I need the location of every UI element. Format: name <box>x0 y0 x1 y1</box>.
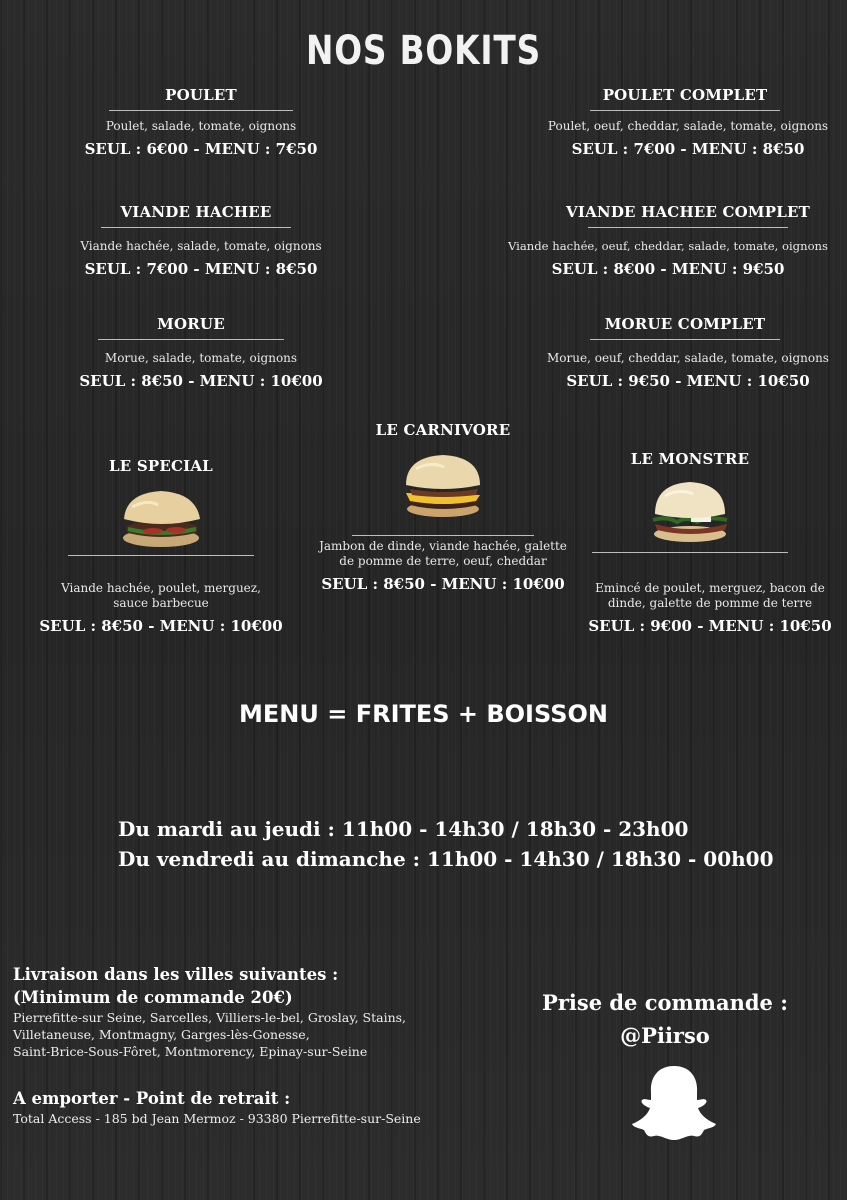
menu-item-le-special <box>40 457 282 556</box>
item-price: SEUL : 7€00 - MENU : 8€50 <box>571 140 805 158</box>
hours-line-1: Du mardi au jeudi : 11h00 - 14h30 / 18h30 - 23h00 <box>118 817 689 841</box>
menu-item-poulet-complet <box>575 86 795 111</box>
delivery-minimum: (Minimum de commande 20€) <box>13 988 293 1007</box>
item-price: SEUL : 8€00 - MENU : 9€50 <box>551 260 785 278</box>
burger-image <box>400 451 486 521</box>
page-title: NOS BOKITS <box>305 28 542 74</box>
pickup-info <box>13 1088 533 1127</box>
item-name: MORUE <box>157 315 225 333</box>
menu-item-morue-complet-details <box>530 351 846 390</box>
divider <box>98 339 284 340</box>
snapchat-ghost-icon[interactable] <box>626 1062 722 1144</box>
menu-item-poulet <box>99 86 303 111</box>
item-name: VIANDE HACHEE COMPLET <box>566 203 810 221</box>
item-description-line1: Jambon de dinde, viande hachée, galette <box>319 539 567 553</box>
order-label: Prise de commande : <box>542 990 788 1015</box>
item-description: Viande hachée, salade, tomate, oignons <box>80 239 322 253</box>
menu-item-viande-hachee-complet-details <box>490 239 846 278</box>
item-description: Morue, oeuf, cheddar, salade, tomate, oignons <box>547 351 829 365</box>
order-handle[interactable]: @Piirso <box>620 1023 710 1048</box>
menu-item-morue-details <box>40 351 362 390</box>
delivery-cities-line3: Saint-Brice-Sous-Fôret, Montmorency, Epinay-sur-Seine <box>13 1044 368 1059</box>
menu-tagline: MENU = FRITES + BOISSON <box>239 700 608 728</box>
menu-item-le-carnivore-details <box>292 539 594 593</box>
pickup-heading: A emporter - Point de retrait : <box>13 1089 291 1108</box>
burger-image <box>647 478 733 546</box>
item-price: SEUL : 6€00 - MENU : 7€50 <box>84 140 318 158</box>
item-name: VIANDE HACHEE <box>120 203 272 221</box>
hours-line-2: Du vendredi au dimanche : 11h00 - 14h30 / 18h30 - 00h00 <box>118 847 774 871</box>
pickup-address: Total Access - 185 bd Jean Mermoz - 93380 Pierrefitte-sur-Seine <box>13 1111 421 1126</box>
divider <box>592 552 788 553</box>
menu-item-morue <box>96 315 286 340</box>
item-name: POULET <box>165 86 237 104</box>
menu-item-le-monstre-details <box>580 581 840 635</box>
menu-item-poulet-complet-details <box>530 119 846 158</box>
item-price: SEUL : 9€50 - MENU : 10€50 <box>566 372 810 390</box>
divider <box>352 535 534 536</box>
menu-item-le-carnivore <box>302 421 584 536</box>
item-name: MORUE COMPLET <box>604 315 766 333</box>
item-price: SEUL : 8€50 - MENU : 10€00 <box>39 617 283 635</box>
divider <box>588 227 788 228</box>
menu-item-poulet-details <box>40 119 362 158</box>
item-description-line2: de pomme de terre, oeuf, cheddar <box>339 554 547 568</box>
menu-item-le-monstre <box>580 450 800 553</box>
item-name: LE SPECIAL <box>109 457 213 475</box>
item-description-line2: sauce barbecue <box>113 596 209 610</box>
item-price: SEUL : 8€50 - MENU : 10€00 <box>79 372 323 390</box>
delivery-heading: Livraison dans les villes suivantes : <box>13 965 339 984</box>
item-description: Viande hachée, oeuf, cheddar, salade, tomate, oignons <box>508 239 828 253</box>
item-description: Poulet, salade, tomate, oignons <box>105 119 297 133</box>
menu-item-viande-hachee <box>93 203 299 228</box>
menu-item-viande-hachee-complet <box>530 203 846 228</box>
order-info <box>515 986 815 1052</box>
item-description-line1: Viande hachée, poulet, merguez, <box>61 581 261 595</box>
item-name: LE CARNIVORE <box>375 421 511 439</box>
item-name: LE MONSTRE <box>630 450 750 468</box>
divider <box>109 110 293 111</box>
delivery-cities-line1: Pierrefitte-sur Seine, Sarcelles, Villiers-le-bel, Groslay, Stains, <box>13 1010 407 1025</box>
item-name: POULET COMPLET <box>602 86 768 104</box>
item-description: Poulet, oeuf, cheddar, salade, tomate, oignons <box>547 119 829 133</box>
divider <box>590 339 780 340</box>
burger-image <box>118 483 204 551</box>
opening-hours <box>118 814 774 874</box>
item-description: Morue, salade, tomate, oignons <box>104 351 298 365</box>
divider <box>68 555 254 556</box>
item-price: SEUL : 8€50 - MENU : 10€00 <box>321 575 565 593</box>
divider <box>590 110 780 111</box>
item-description-line2: dinde, galette de pomme de terre <box>607 596 813 610</box>
item-description-line1: Emincé de poulet, merguez, bacon de <box>595 581 825 595</box>
delivery-info <box>13 963 483 1060</box>
menu-item-morue-complet <box>580 315 790 340</box>
menu-item-le-special-details <box>30 581 292 635</box>
item-price: SEUL : 7€00 - MENU : 8€50 <box>84 260 318 278</box>
delivery-cities-line2: Villetaneuse, Montmagny, Garges-lès-Gonesse, <box>13 1027 310 1042</box>
divider <box>101 227 291 228</box>
menu-item-viande-hachee-details <box>40 239 362 278</box>
item-price: SEUL : 9€00 - MENU : 10€50 <box>588 617 832 635</box>
